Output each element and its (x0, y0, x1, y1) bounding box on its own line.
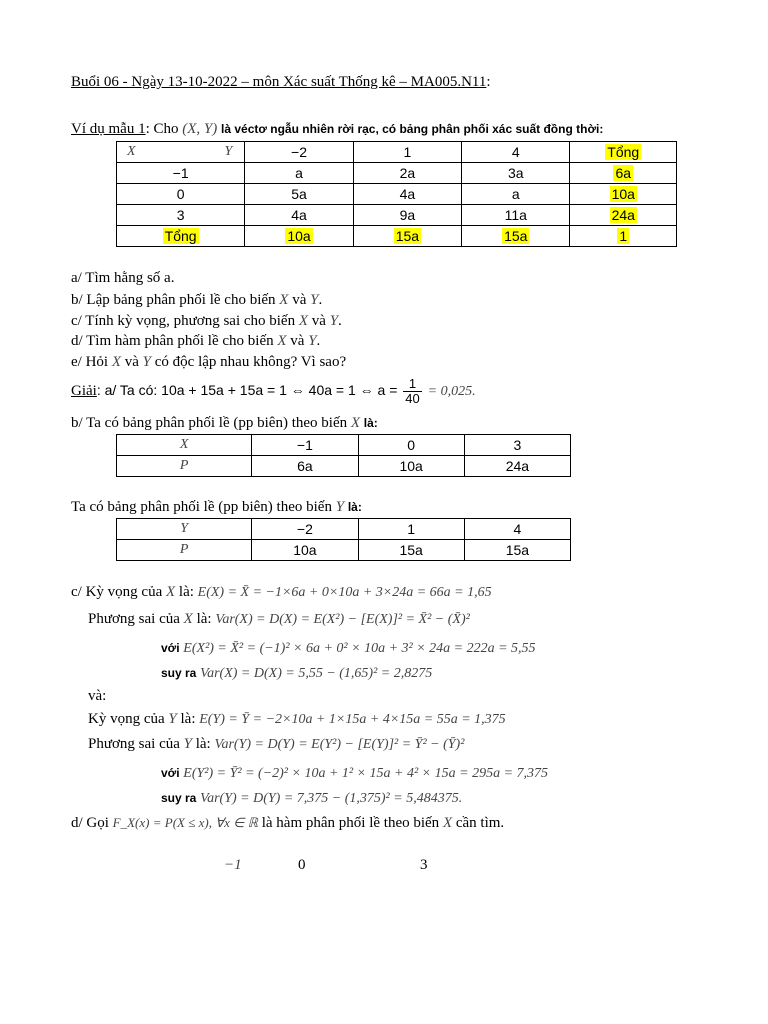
table-row (117, 142, 677, 163)
fraction: $\frac{1}{40}$ (405, 376, 420, 406)
table-cell: 10a (252, 540, 358, 561)
axis-point: −1 (224, 857, 242, 873)
total-cell: 15a (462, 226, 570, 247)
table-cell: 1 (358, 519, 464, 540)
table-row (117, 435, 571, 456)
formula: E(X²) = X̄² = (−1)² × 6a + 0² × 10a + 3² × 24a = 222a = 5,55 (183, 641, 536, 656)
table-cell: 4a (245, 205, 353, 226)
solution-c-ex: c/ Kỳ vọng của X là: E(X) = X̄ = −1×6a + 0×10a + 3×24a = 66a = 1,65 (71, 584, 492, 600)
table-cell: 5a (245, 184, 353, 205)
row-header: 0 (117, 184, 245, 205)
marginal-y-table (116, 518, 571, 561)
formula: Var(X) = D(X) = E(X²) − [E(X)]² = X̄² − (X̄)² (215, 612, 470, 627)
table-cell: −1 (252, 435, 358, 456)
col-header-total: Tổng (570, 142, 677, 163)
axis-point: 0 (298, 857, 306, 873)
table-row (117, 519, 571, 540)
total-cell: 15a (353, 226, 461, 247)
solution-b: b/ Ta có bảng phân phối lề (pp biên) theo biến X là: (71, 415, 378, 431)
corner-x: X (127, 144, 136, 159)
question-c: c/ Tính kỳ vọng, phương sai cho biến X và Y. (71, 313, 342, 329)
solution-c-varx-result: suy ra Var(X) = D(X) = 5,55 − (1,65)² = 2,8275 (161, 666, 433, 681)
table-row (117, 163, 677, 184)
table-cell: 3a (462, 163, 570, 184)
formula: F_X(x) = P(X ≤ x), ∀x ∈ ℝ (112, 815, 258, 830)
table-cell: 4 (464, 519, 570, 540)
col-header: 1 (353, 142, 461, 163)
table-cell: a (245, 163, 353, 184)
table-cell: 10a (358, 456, 464, 477)
row-header: −1 (117, 163, 245, 184)
solution-c-ex2: với E(X²) = X̄² = (−1)² × 6a + 0² × 10a + 3² × 24a = 222a = 5,55 (161, 641, 536, 656)
corner-cell (117, 142, 245, 163)
question-a: a/ Tìm hằng số a. (71, 270, 175, 286)
col-header: 4 (462, 142, 570, 163)
table-cell: 15a (464, 540, 570, 561)
axis-point: 3 (420, 857, 428, 873)
solution-c-vary: Phương sai của Y là: Var(Y) = D(Y) = E(Y²) − [E(Y)]² = Ȳ² − (Ȳ)² (88, 736, 465, 752)
table-cell: P (117, 540, 252, 561)
example-vector: (X, Y) (182, 121, 218, 137)
solution-d: d/ Gọi F_X(x) = P(X ≤ x), ∀x ∈ ℝ là hàm phân phối lề theo biến X cần tìm. (71, 815, 505, 831)
table-row (117, 226, 677, 247)
row-total: 6a (570, 163, 677, 184)
table-cell: Y (117, 519, 252, 540)
total-row-label: Tổng (117, 226, 245, 247)
total-cell: 1 (570, 226, 677, 247)
formula: Var(Y) = D(Y) = E(Y²) − [E(Y)]² = Ȳ² − (Ȳ)² (214, 737, 465, 752)
question-e: e/ Hỏi X và Y có độc lập nhau không? Vì sao? (71, 354, 347, 370)
example-desc: là véctơ ngẫu nhiên rời rạc, có bảng phân phối xác suất đồng thời: (221, 122, 604, 136)
formula: E(Y) = Ȳ = −2×10a + 1×15a + 4×15a = 55a = 1,375 (199, 712, 506, 727)
table-row (117, 456, 571, 477)
example-cho: : Cho (145, 121, 179, 137)
solution-c-and: và: (88, 688, 107, 704)
table-row (117, 184, 677, 205)
header-title: Buổi 06 - Ngày 13-10-2022 – môn Xác suất Thống kê – MA005.N11 (71, 74, 487, 90)
col-header: −2 (245, 142, 353, 163)
solution-c-vary-result: suy ra Var(Y) = D(Y) = 7,375 − (1,375)² = 5,484375. (161, 791, 463, 806)
row-total: 10a (570, 184, 677, 205)
row-total: 24a (570, 205, 677, 226)
header-colon: : (486, 74, 491, 90)
table-cell: 24a (464, 456, 570, 477)
example-statement (71, 121, 603, 138)
solution-label: Giải (71, 383, 97, 400)
formula: Var(X) = D(X) = 5,55 − (1,65)² = 2,8275 (200, 666, 433, 681)
table-cell: P (117, 456, 252, 477)
table-cell: 15a (358, 540, 464, 561)
marginal-x-table (116, 434, 571, 477)
table-cell: a (462, 184, 570, 205)
corner-y: Y (224, 144, 233, 159)
page-header (71, 74, 491, 91)
solution-c-varx: Phương sai của X là: Var(X) = D(X) = E(X²) − [E(X)]² = X̄² − (X̄)² (88, 611, 470, 627)
example-label: Ví dụ mẫu 1 (71, 121, 146, 137)
table-cell: 0 (358, 435, 464, 456)
solution-c-ey: Kỳ vọng của Y là: E(Y) = Ȳ = −2×10a + 1×15a + 4×15a = 55a = 1,375 (88, 711, 506, 727)
table-cell: X (117, 435, 252, 456)
formula: Var(Y) = D(Y) = 7,375 − (1,375)² = 5,484375. (200, 791, 463, 806)
table-row (117, 540, 571, 561)
solution-y-intro: Ta có bảng phân phối lề (pp biên) theo biến Y là: (71, 499, 362, 515)
formula: E(Y²) = Ȳ² = (−2)² × 10a + 1² × 15a + 4² × 15a = 295a = 7,375 (183, 766, 549, 781)
table-cell: 4a (353, 184, 461, 205)
table-cell: 11a (462, 205, 570, 226)
table-cell: 2a (353, 163, 461, 184)
table-cell: 9a (353, 205, 461, 226)
solution-a: Giải: a/ Ta có: 10a + 15a + 15a = 1 ⇔ 40a = 1 ⇔ a = $\frac{1}{40}$ = 0,025. (71, 376, 476, 406)
table-cell: −2 (252, 519, 358, 540)
table-cell: 3 (464, 435, 570, 456)
question-d: d/ Tìm hàm phân phối lề cho biến X và Y. (71, 333, 321, 349)
table-row (117, 205, 677, 226)
row-header: 3 (117, 205, 245, 226)
total-cell: 10a (245, 226, 353, 247)
table-cell: 6a (252, 456, 358, 477)
formula: E(X) = X̄ = −1×6a + 0×10a + 3×24a = 66a = 1,65 (197, 585, 492, 600)
solution-c-ey2: với E(Y²) = Ȳ² = (−2)² × 10a + 1² × 15a + 4² × 15a = 295a = 7,375 (161, 766, 549, 781)
question-b: b/ Lập bảng phân phối lề cho biến X và Y. (71, 292, 323, 308)
joint-distribution-table (116, 141, 677, 247)
